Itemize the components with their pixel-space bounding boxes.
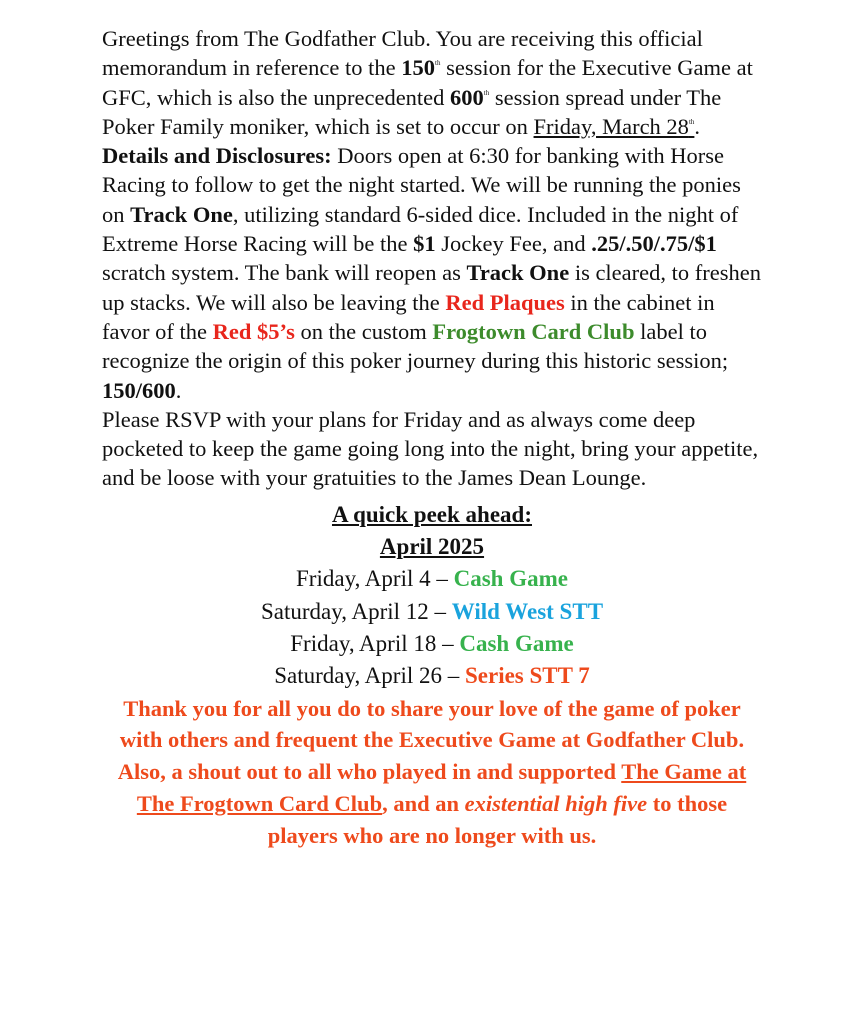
event-date-text: Friday, March 28 (533, 113, 689, 139)
intro-text-2: session for the Executive Game at GFC, which is also the unprecedented (102, 55, 753, 110)
track-name: Track One (130, 201, 233, 227)
intro-text-4: . (694, 113, 701, 139)
memorandum (102, 24, 762, 852)
intro-text-3: session spread under The Poker Family moniker, which is set to occur on (102, 84, 722, 139)
closing-text-2: , and an (382, 790, 465, 816)
frogtown-label: Frogtown Card Club (432, 318, 635, 344)
frogtown-game-link: The Game at The Frogtown Card Club (136, 759, 747, 816)
schedule-item (102, 628, 762, 660)
details-heading: Details and Disclosures: (102, 143, 332, 169)
schedule-event: Series STT 7 (464, 663, 590, 689)
schedule-item (102, 660, 762, 692)
schedule-separator: – (430, 566, 454, 592)
intro-paragraph (102, 24, 762, 141)
schedule-month: April 2025 (379, 534, 485, 560)
intro-text-1: Greetings from The Godfather Club. You are receiving this official memorandum in reference to the (102, 26, 703, 81)
schedule-event: Wild West STT (451, 598, 604, 624)
schedule-event: Cash Game (453, 566, 568, 592)
session-ratio: 150/600 (102, 377, 176, 403)
closing-paragraph (102, 693, 762, 852)
spread-suffix: th (483, 88, 490, 97)
closing-text-1: Thank you for all you do to share your love of the game of poker with others and frequent the Executive Game at Godfather Club. Also, a shout out to all who played in and supported (117, 695, 745, 785)
details-text-7: on the custom (294, 318, 433, 344)
details-text-6: in the cabinet in favor of the (102, 289, 715, 344)
details-text-9: . (175, 377, 182, 403)
scratch-system: .25/.50/.75/$1 (591, 231, 717, 257)
details-text-8: label to recognize the origin of this poker journey during this historic session; (102, 318, 729, 374)
rsvp-paragraph: Please RSVP with your plans for Friday and as always come deep pocketed to keep the game going long into the night, bring your appetite, and be loose with your gratuities to the James Dean Lounge. (102, 406, 759, 491)
session-number: 150 (401, 55, 435, 81)
spread-number: 600 (450, 84, 484, 110)
schedule-separator: – (436, 630, 460, 656)
schedule-section (102, 499, 762, 693)
schedule-date: Friday, April 4 (296, 566, 431, 592)
red-five-chips: Red $5’s (212, 318, 295, 344)
schedule-date: Friday, April 18 (290, 630, 437, 656)
details-text-3: Jockey Fee, and (435, 231, 592, 257)
schedule-separator: – (441, 663, 465, 689)
schedule-item (102, 563, 762, 595)
schedule-heading: A quick peek ahead: (331, 501, 532, 527)
track-name-2: Track One (466, 260, 570, 286)
schedule-separator: – (428, 598, 452, 624)
schedule-date: Saturday, April 12 (260, 598, 429, 624)
session-suffix: th (435, 59, 441, 68)
schedule-event: Cash Game (459, 630, 574, 656)
schedule-date: Saturday, April 26 (274, 663, 442, 689)
details-paragraph (102, 141, 762, 405)
closing-text-3: to those players who are no longer with us. (267, 790, 728, 848)
jockey-fee: $1 (413, 231, 436, 257)
details-text-5: is cleared, to freshen up stacks. We will also be leaving the (102, 260, 761, 315)
event-date-suffix: th (688, 117, 695, 126)
details-text-2: , utilizing standard 6-sided dice. Included in the night of Extreme Horse Racing will be the (102, 201, 739, 257)
high-five-phrase: existential high five (464, 790, 648, 816)
details-text-4: scratch system. The bank will reopen as (102, 260, 467, 286)
schedule-item (102, 596, 762, 628)
red-plaques: Red Plaques (445, 289, 565, 315)
event-date (534, 114, 695, 139)
details-text-1: Doors open at 6:30 for banking with Horse Racing to follow to get the night started. We will be running the ponies on (102, 143, 741, 227)
